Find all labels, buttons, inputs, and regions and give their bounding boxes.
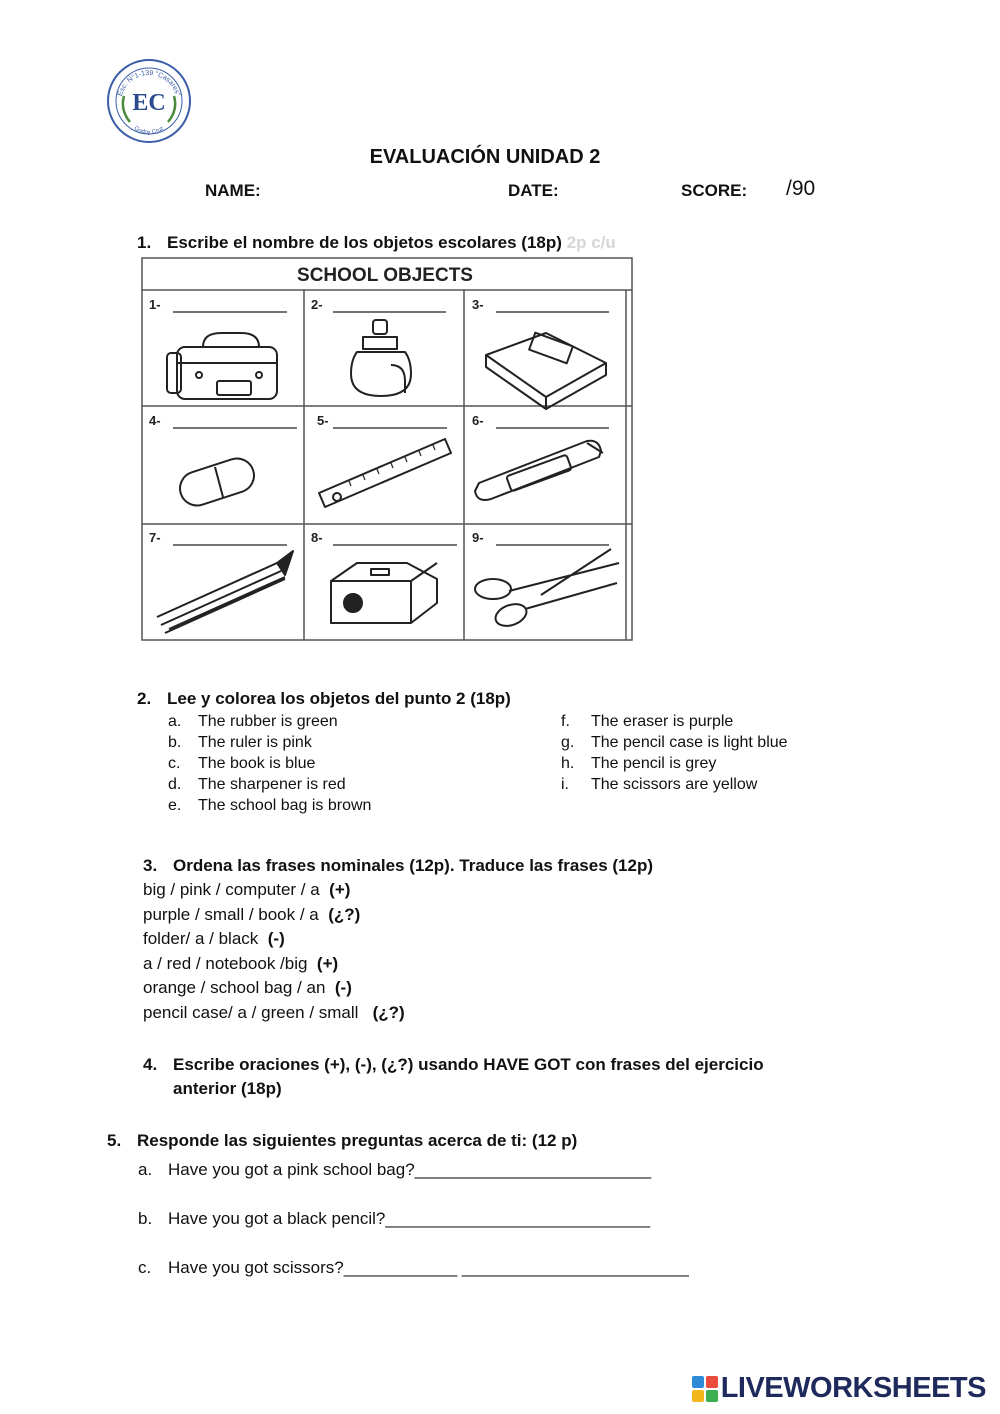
date-label: DATE: bbox=[508, 181, 559, 200]
grid-heading: SCHOOL OBJECTS bbox=[297, 265, 473, 286]
list-text: The rubber is green bbox=[198, 713, 338, 730]
question-4 bbox=[143, 1053, 764, 1101]
list-text: The eraser is purple bbox=[591, 713, 734, 730]
phrase-text: a / red / notebook /big bbox=[143, 953, 313, 973]
logo-bottom-text: Godoy Cruz bbox=[132, 125, 166, 136]
phrase-item bbox=[143, 927, 405, 952]
phrase-text: big / pink / computer / a bbox=[143, 880, 325, 899]
phrase-list bbox=[143, 878, 405, 1026]
phrase-symbol: (¿?) bbox=[372, 1002, 405, 1022]
cell-label-9: 9- bbox=[472, 530, 484, 545]
color-list-left bbox=[168, 711, 548, 816]
question-5-number: 5. bbox=[107, 1131, 122, 1150]
cell-label-5: 5- bbox=[317, 413, 329, 428]
answer-question: Have you got a pink school bag?_________________________ bbox=[168, 1160, 652, 1179]
phrase-symbol: (+) bbox=[329, 880, 351, 899]
list-text: The scissors are yellow bbox=[591, 776, 758, 793]
phrase-symbol: (¿?) bbox=[328, 904, 361, 924]
cell-label-6: 6- bbox=[472, 413, 484, 428]
phrase-text: orange / school bag / an bbox=[143, 978, 331, 998]
cell-label-2: 2- bbox=[311, 297, 323, 312]
icon-letter bbox=[706, 1390, 718, 1402]
question-2 bbox=[137, 689, 511, 709]
list-letter: a. bbox=[168, 713, 182, 730]
school-objects-grid bbox=[141, 257, 633, 641]
list-item bbox=[168, 795, 548, 816]
list-item bbox=[168, 774, 548, 795]
list-letter: i. bbox=[561, 776, 569, 793]
icon-letter bbox=[692, 1376, 704, 1388]
list-letter: g. bbox=[561, 734, 575, 751]
question-1-text: Escribe el nombre de los objetos escolares (18p) bbox=[167, 233, 562, 252]
question-4-line1: Escribe oraciones (+), (-), (¿?) usando HAVE GOT con frases del ejercicio bbox=[173, 1055, 764, 1074]
list-text: The pencil case is light blue bbox=[591, 734, 788, 751]
list-letter: e. bbox=[168, 797, 182, 814]
answer-item bbox=[138, 1145, 689, 1194]
phrase-symbol: (-) bbox=[267, 929, 285, 949]
list-item bbox=[168, 732, 548, 753]
icon-letter bbox=[706, 1376, 718, 1388]
question-1-note: 2p c/u bbox=[566, 233, 616, 252]
list-text: The ruler is pink bbox=[198, 734, 312, 751]
phrase-item bbox=[143, 952, 405, 977]
list-text: The pencil is grey bbox=[591, 755, 717, 772]
question-2-number: 2. bbox=[137, 689, 152, 708]
question-1-number: 1. bbox=[137, 233, 152, 252]
answer-question: Have you got a black pencil?____________________________ bbox=[168, 1209, 651, 1228]
phrase-symbol: (-) bbox=[334, 978, 352, 998]
liveworksheets-icon bbox=[692, 1376, 718, 1402]
list-letter: c. bbox=[168, 755, 181, 772]
answer-item bbox=[138, 1194, 689, 1243]
phrase-item bbox=[143, 976, 405, 1001]
question-1 bbox=[137, 233, 616, 253]
phrase-text: folder/ a / black bbox=[143, 929, 264, 949]
phrase-item bbox=[143, 878, 405, 903]
brand-text: LIVEWORKSHEETS bbox=[720, 1372, 986, 1404]
phrase-item bbox=[143, 903, 405, 928]
logo-letters: EC bbox=[132, 90, 166, 116]
cell-label-8: 8- bbox=[311, 530, 323, 545]
question-4-number: 4. bbox=[143, 1055, 158, 1074]
phrase-symbol: (+) bbox=[316, 953, 339, 973]
cell-label-1: 1- bbox=[149, 297, 161, 312]
list-item bbox=[561, 711, 941, 732]
phrase-text: purple / small / book / a bbox=[143, 904, 324, 924]
list-letter: b. bbox=[168, 734, 182, 751]
list-item bbox=[561, 753, 941, 774]
question-4-line2: anterior (18p) bbox=[173, 1079, 282, 1098]
answer-list bbox=[138, 1145, 689, 1292]
answer-letter: a. bbox=[138, 1160, 153, 1179]
cell-label-7: 7- bbox=[149, 530, 161, 545]
school-logo bbox=[106, 58, 192, 144]
question-3-number: 3. bbox=[143, 856, 158, 875]
question-2-text: Lee y colorea los objetos del punto 2 (18p) bbox=[167, 689, 511, 708]
answer-question: Have you got scissors?____________ ________________________ bbox=[168, 1258, 689, 1277]
liveworksheets-brand[interactable] bbox=[692, 1372, 986, 1405]
question-3-text: Ordena las frases nominales (12p). Traduce las frases (12p) bbox=[173, 856, 653, 875]
list-item bbox=[168, 711, 548, 732]
list-item bbox=[168, 753, 548, 774]
phrase-text: pencil case/ a / green / small bbox=[143, 1002, 364, 1022]
icon-letter bbox=[692, 1390, 704, 1402]
list-letter: h. bbox=[561, 755, 575, 772]
list-item bbox=[561, 774, 941, 795]
list-text: The school bag is brown bbox=[198, 797, 372, 814]
list-text: The book is blue bbox=[198, 755, 316, 772]
answer-item bbox=[138, 1243, 689, 1292]
list-item bbox=[561, 732, 941, 753]
question-5-text: Responde las siguientes preguntas acerca de ti: (12 p) bbox=[137, 1131, 578, 1150]
score-label: SCORE: bbox=[681, 181, 748, 200]
logo-top-text: Esc. N°1-139 "Casares" bbox=[116, 69, 182, 98]
page-title: EVALUACIÓN UNIDAD 2 bbox=[369, 146, 601, 168]
question-3 bbox=[143, 856, 653, 876]
list-letter: f. bbox=[561, 713, 570, 730]
cell-label-4: 4- bbox=[149, 413, 161, 428]
list-text: The sharpener is red bbox=[198, 776, 346, 793]
color-list-right bbox=[561, 711, 941, 795]
list-letter: d. bbox=[168, 776, 182, 793]
phrase-item bbox=[143, 1001, 405, 1026]
answer-letter: b. bbox=[138, 1209, 153, 1228]
score-total: /90 bbox=[786, 177, 816, 200]
name-label: NAME: bbox=[205, 181, 261, 200]
cell-label-3: 3- bbox=[472, 297, 484, 312]
answer-letter: c. bbox=[138, 1258, 152, 1277]
